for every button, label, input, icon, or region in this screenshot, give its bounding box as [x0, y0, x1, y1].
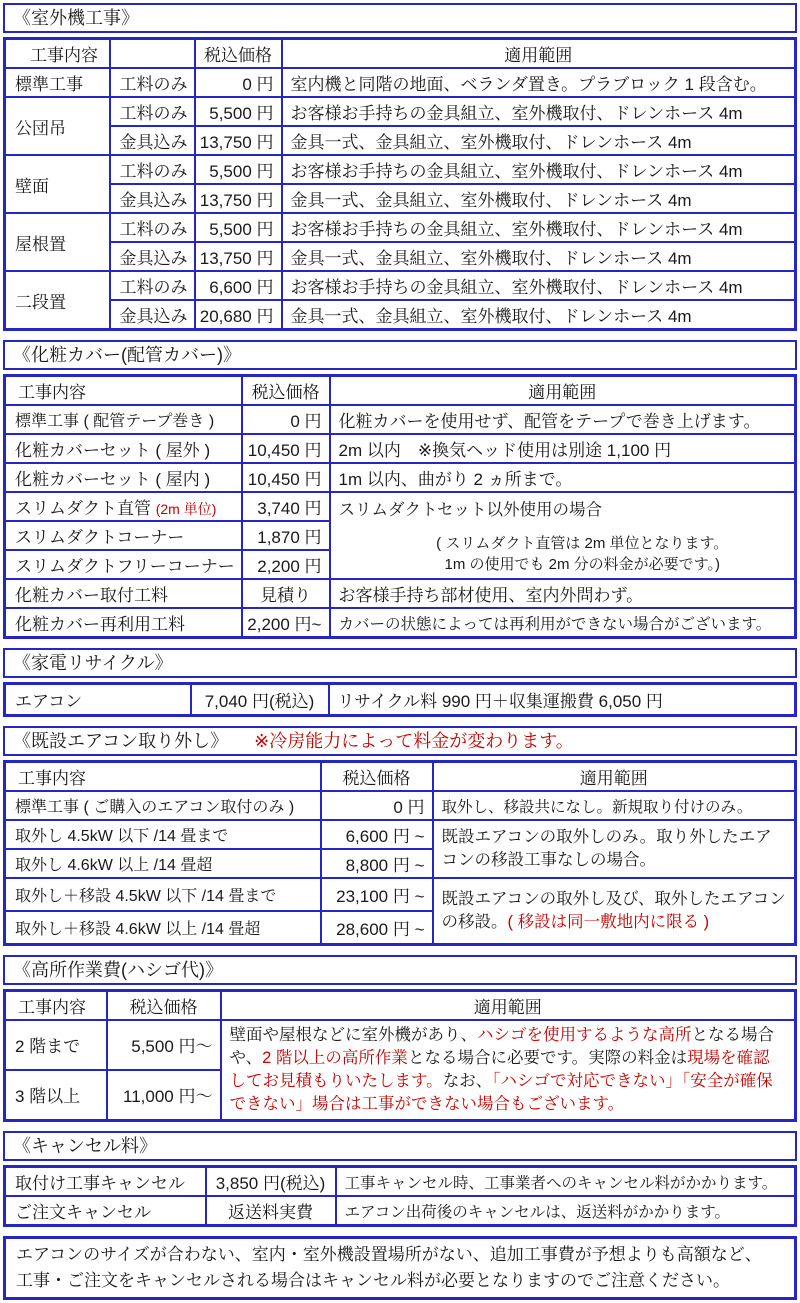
work-type-cell: 取外し＋移設 4.5kW 以下 /14 畳まで [5, 878, 321, 911]
work-type-cell: 屋根置 [5, 213, 110, 271]
price-cell: 10,450 円 [242, 463, 330, 492]
range-cell: お客様お手持ちの金具組立、室外機取付、ドレンホース 4m [282, 213, 796, 242]
range-cell: 取外し、移設共になし。新規取り付けのみ。 [433, 791, 796, 820]
table-row [5, 97, 796, 126]
price-cell: 2,200 円 [242, 550, 330, 579]
range-cell: お客様手持ち部材使用、室内外問わず。 [330, 579, 796, 608]
merged-range-red: ( 移設は同一敷地内に限る ) [507, 913, 710, 931]
price-cell: 6,600 円 ~ [321, 820, 433, 849]
range-cell-merged [433, 878, 796, 945]
cancel-notice-line: 工事・ご注文をキャンセルされる場合はキャンセル料が必要となりますのでご注意ください。 [16, 1271, 730, 1290]
table-row [5, 300, 796, 330]
col-header-range: 適用範囲 [433, 762, 796, 792]
price-cell: 13,750 円 [195, 126, 282, 155]
col-header-price: 税込価格 [242, 376, 330, 406]
table-row [5, 1020, 796, 1070]
work-type-cell: 化粧カバー再利用工料 [5, 608, 242, 638]
capacity-note-red: ※冷房能力によって料金が変わります。 [254, 731, 574, 751]
price-cell: 0 円 [242, 405, 330, 434]
price-cell: 10,450 円 [242, 434, 330, 463]
range-text-red: 2 階以上の高所作業 [262, 1049, 408, 1067]
work-type-cell: エアコン [5, 684, 191, 716]
range-cell: お客様お手持ちの金具組立、室外機取付、ドレンホース 4m [282, 271, 796, 300]
range-cell: 1m 以内、曲がり 2 ヵ所まで。 [330, 463, 796, 492]
work-type-cell: 壁面 [5, 155, 110, 213]
table-row [5, 684, 796, 716]
col-header-price: 税込価格 [321, 762, 433, 792]
merged-range-note: 1m の使用でも 2m 分の料金が必要です。) [444, 555, 720, 573]
recycle-table [3, 682, 797, 717]
table-row [5, 579, 796, 608]
table-row [5, 405, 796, 434]
work-type-cell: 2 階まで [5, 1020, 107, 1070]
section-title-removal [3, 726, 797, 756]
sub-type-cell: 工料のみ [110, 68, 195, 97]
price-cell: 13,750 円 [195, 184, 282, 213]
col-header-range: 適用範囲 [221, 991, 796, 1021]
table-row [5, 492, 796, 521]
range-text: なお、 [442, 1072, 493, 1090]
table-row [5, 820, 796, 849]
range-cell: 金具一式、金具組立、室外機取付、ドレンホース 4m [282, 300, 796, 330]
sub-type-cell: 工料のみ [110, 213, 195, 242]
table-row [5, 463, 796, 492]
table-row [5, 184, 796, 213]
work-type-cell: 標準工事 ( ご購入のエアコン取付のみ ) [5, 791, 321, 820]
work-type-cell: 標準工事 ( 配管テープ巻き ) [5, 405, 242, 434]
section-title-text: 《家電リサイクル》 [13, 653, 173, 673]
price-cell: 20,680 円 [195, 300, 282, 330]
range-cell: 工事キャンセル時、工事業者へのキャンセル料がかかります。 [336, 1167, 796, 1197]
cancel-table [3, 1165, 797, 1227]
table-row [5, 1196, 796, 1226]
work-type-cell [5, 492, 242, 521]
header-row [5, 376, 796, 406]
range-cell: リサイクル料 990 円＋収集運搬費 6,050 円 [329, 684, 796, 716]
table-row [5, 878, 796, 911]
table-row [5, 271, 796, 300]
price-cell: 3,740 円 [242, 492, 330, 521]
col-header-range: 適用範囲 [282, 39, 796, 69]
price-cell: 0 円 [195, 68, 282, 97]
range-cell: カバーの状態によっては再利用ができない場合がございます。 [330, 608, 796, 638]
range-cell: 化粧カバーを使用せず、配管をテープで巻き上げます。 [330, 405, 796, 434]
section-title-text: 《キャンセル料》 [13, 1136, 157, 1156]
price-cell: 5,500 円 [195, 97, 282, 126]
price-cell: 2,200 円~ [242, 608, 330, 638]
price-cell: 3,850 円(税込) [206, 1167, 336, 1197]
work-type-cell: 化粧カバーセット ( 屋外 ) [5, 434, 242, 463]
price-cell: 1,870 円 [242, 521, 330, 550]
sub-type-cell: 工料のみ [110, 97, 195, 126]
table-row [5, 213, 796, 242]
range-text-red: ハシゴを使用するような高所 [477, 1026, 692, 1044]
table-row [5, 608, 796, 638]
section-title-outdoor-unit [3, 3, 797, 33]
cancel-notice-box [3, 1236, 797, 1300]
work-type-cell: 3 階以上 [5, 1070, 107, 1121]
price-cell: 23,100 円 ~ [321, 878, 433, 911]
range-cell: 2m 以内 ※換気ヘッド使用は別途 1,100 円 [330, 434, 796, 463]
table-row [5, 126, 796, 155]
work-type-cell: 二段置 [5, 271, 110, 330]
work-type-cell: 取外し＋移設 4.6kW 以上 /14 畳超 [5, 911, 321, 945]
pipe-cover-table [3, 374, 797, 639]
section-title-text: 《化粧カバー(配管カバー)》 [13, 345, 241, 365]
col-header-work: 工事内容 [5, 376, 242, 406]
work-type-cell: スリムダクトコーナー [5, 521, 242, 550]
table-row [5, 1167, 796, 1197]
col-header-price: 税込価格 [107, 991, 221, 1021]
table-row [5, 155, 796, 184]
merged-range-text: 既設エアコンの取外し及び、取外したエアコンの移設。 [441, 890, 786, 931]
range-cell-merged [330, 492, 796, 579]
range-cell: 金具一式、金具組立、室外機取付、ドレンホース 4m [282, 184, 796, 213]
sub-type-cell: 金具込み [110, 300, 195, 330]
cancel-notice-line: エアコンのサイズが合わない、室内・室外機設置場所がない、追加工事費が予想よりも高額など、 [16, 1245, 762, 1264]
work-type-cell: 化粧カバーセット ( 屋内 ) [5, 463, 242, 492]
col-header-work: 工事内容 [5, 991, 107, 1021]
section-title-text: 《高所作業費(ハシゴ代)》 [13, 960, 223, 980]
removal-table [3, 760, 797, 946]
high-place-table [3, 989, 797, 1122]
col-header-work: 工事内容 [5, 39, 110, 69]
work-type-cell: 標準工事 [5, 68, 110, 97]
range-text-red: 現場を確認してお見積もりいたします。 [229, 1049, 770, 1090]
section-title-text: 《既設エアコン取り外し》 [13, 731, 229, 751]
range-cell: 金具一式、金具組立、室外機取付、ドレンホース 4m [282, 126, 796, 155]
sub-type-cell: 金具込み [110, 184, 195, 213]
work-type-cell: ご注文キャンセル [5, 1196, 206, 1226]
section-title-cancel [3, 1131, 797, 1161]
range-cell-merged [221, 1020, 796, 1121]
table-row [5, 68, 796, 97]
unit-note-red: (2m 単位) [155, 501, 217, 517]
sub-type-cell: 金具込み [110, 242, 195, 271]
work-type-cell: 化粧カバー取付工料 [5, 579, 242, 608]
price-cell: 5,500 円 [195, 213, 282, 242]
section-title-recycle [3, 648, 797, 678]
range-cell: エアコン出荷後のキャンセルは、返送料がかかります。 [336, 1196, 796, 1226]
header-row [5, 762, 796, 792]
range-cell: お客様お手持ちの金具組立、室外機取付、ドレンホース 4m [282, 155, 796, 184]
price-cell: 6,600 円 [195, 271, 282, 300]
sub-type-cell: 工料のみ [110, 155, 195, 184]
table-row [5, 242, 796, 271]
price-cell: 28,600 円 ~ [321, 911, 433, 945]
header-row [5, 39, 796, 69]
work-type-label: スリムダクト直管 [15, 499, 151, 518]
section-title-pipe-cover [3, 340, 797, 370]
header-row [5, 991, 796, 1021]
merged-range-line: スリムダクトセット以外使用の場合 [338, 500, 603, 519]
price-cell: 8,800 円 ~ [321, 849, 433, 878]
price-cell: 5,500 円 [195, 155, 282, 184]
work-type-cell: 取付け工事キャンセル [5, 1167, 206, 1197]
range-cell: 室内機と同階の地面、ベランダ置き。プラブロック 1 段含む。 [282, 68, 796, 97]
sub-type-cell: 金具込み [110, 126, 195, 155]
col-header-work: 工事内容 [5, 762, 321, 792]
range-text: となる場合や、 [229, 1026, 774, 1067]
work-type-cell: 公団吊 [5, 97, 110, 155]
outdoor-unit-table [3, 37, 797, 331]
price-cell: 7,040 円(税込) [191, 684, 329, 716]
range-text: 壁面や屋根などに室外機があり、 [229, 1026, 477, 1044]
sub-type-cell: 工料のみ [110, 271, 195, 300]
price-cell: 0 円 [321, 791, 433, 820]
range-cell: お客様お手持ちの金具組立、室外機取付、ドレンホース 4m [282, 97, 796, 126]
range-text: となる場合に必要です。実際の料金は [407, 1049, 688, 1067]
price-cell: 見積り [242, 579, 330, 608]
price-cell: 返送料実費 [206, 1196, 336, 1226]
range-cell: 金具一式、金具組立、室外機取付、ドレンホース 4m [282, 242, 796, 271]
table-row [5, 434, 796, 463]
work-type-cell: スリムダクトフリーコーナー [5, 550, 242, 579]
section-title-text: 《室外機工事》 [13, 8, 139, 28]
col-header-price: 税込価格 [195, 39, 282, 69]
section-title-high-place [3, 955, 797, 985]
col-header-range: 適用範囲 [330, 376, 796, 406]
range-text-red: 「ハシゴで対応できない」「安全が確保できない」場合は工事ができない場合もございます。 [229, 1072, 773, 1113]
price-cell: 11,000 円～ [107, 1070, 221, 1121]
range-cell-merged: 既設エアコンの取外しのみ。取り外したエアコンの移設工事なしの場合。 [433, 820, 796, 878]
price-cell: 13,750 円 [195, 242, 282, 271]
work-type-cell: 取外し 4.6kW 以上 /14 畳超 [5, 849, 321, 878]
price-cell: 5,500 円～ [107, 1020, 221, 1070]
work-type-cell: 取外し 4.5kW 以下 /14 畳まで [5, 820, 321, 849]
merged-range-note: ( スリムダクト直管は 2m 単位となります。 [436, 534, 729, 552]
col-header-blank [110, 39, 195, 69]
table-row [5, 791, 796, 820]
